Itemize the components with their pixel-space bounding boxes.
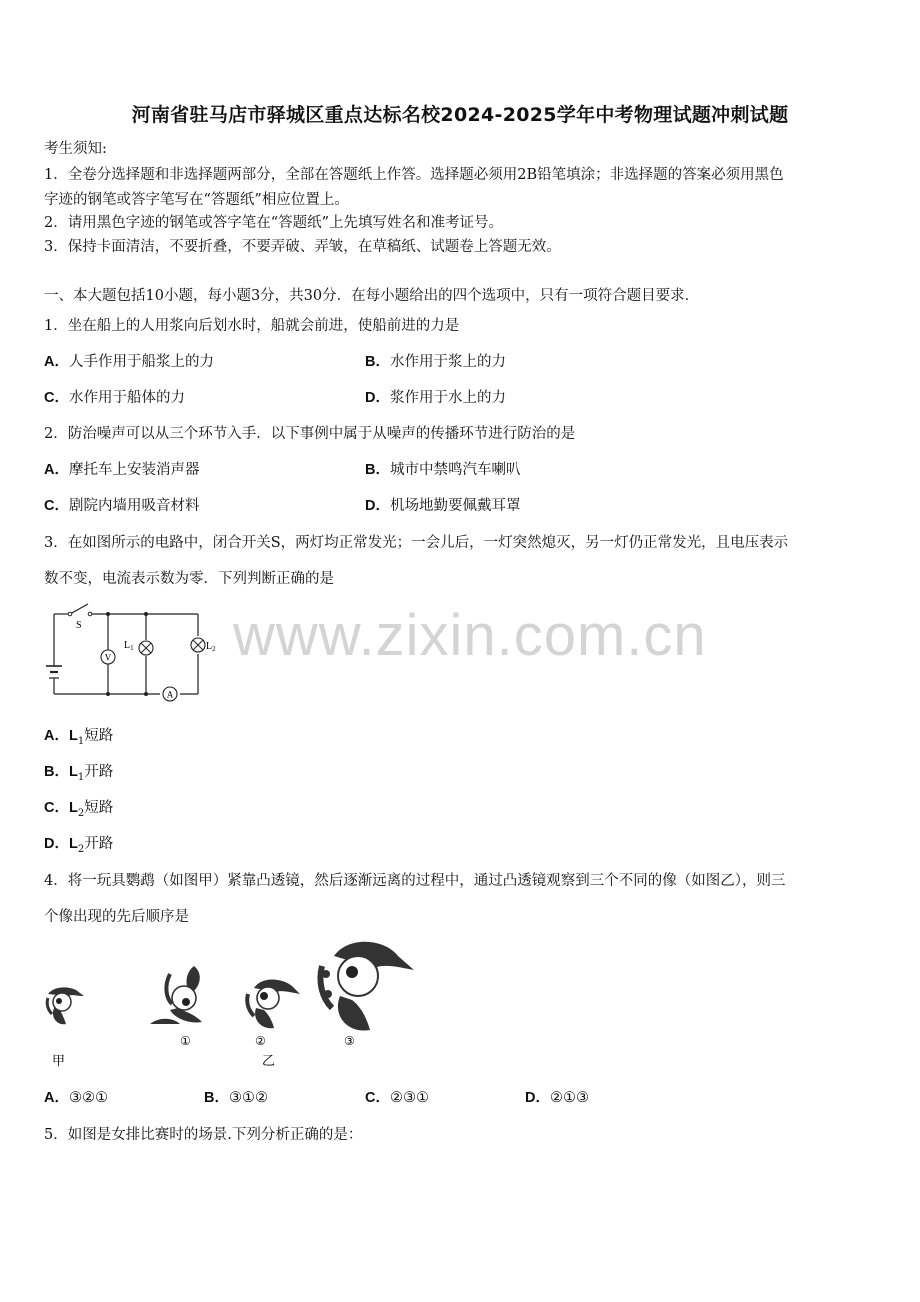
watermark: www.zixin.com.cn (233, 603, 707, 668)
q2-option-c: C．剧院内墙用吸音材料 (44, 498, 200, 514)
svg-text:A: A (166, 689, 174, 700)
question-5-stem: 5．如图是女排比赛时的场景.下列分析正确的是： (44, 1127, 363, 1143)
q3-option-a: A．$L_1$短路 (44, 728, 114, 747)
notice-item: 1．全卷分选择题和非选择题两部分，全部在答题纸上作答。选择题必须用2B铅笔填涂；非选择题的答案必须用黑色 (44, 167, 784, 183)
q4-option-a: A．③②① (44, 1090, 108, 1106)
svg-text:V: V (104, 652, 112, 663)
figure-label-jia: 甲 (52, 1054, 66, 1069)
notice-item: 3．保持卡面清洁，不要折叠，不要弄破、弄皱，在草稿纸、试题卷上答题无效。 (44, 239, 561, 255)
question-2-stem: 2．防治噪声可以从三个环节入手．以下事例中属于从噪声的传播环节进行防治的是 (44, 426, 576, 442)
q3-option-d: D．$L_2$开路 (44, 836, 114, 855)
q1-option-b: B．水作用于浆上的力 (365, 354, 506, 370)
switch-contact (88, 612, 92, 616)
page-title: 河南省驻马店市驿城区重点达标名校2024-2025学年中考物理试题冲刺试题 (131, 104, 789, 126)
notice-heading: 考生须知: (44, 141, 107, 157)
lamp-l2-symbol (191, 638, 205, 652)
question-1-stem: 1．坐在船上的人用浆向后划水时，船就会前进，使船前进的力是 (44, 318, 460, 334)
circuit-diagram (40, 598, 216, 704)
figure-label-3: ③ (344, 1034, 355, 1048)
figure-label-2: ② (255, 1034, 266, 1048)
lamp-l1-symbol (139, 641, 153, 655)
parrot-original-image (47, 987, 84, 1024)
lamp-l1-label: $L_1$ (124, 640, 134, 652)
question-4-stem-line2: 个像出现的先后顺序是 (44, 909, 189, 925)
parrot-images-figure (40, 932, 410, 1072)
q1-option-c: C．水作用于船体的力 (44, 390, 185, 406)
figure-label-yi: 乙 (262, 1054, 276, 1069)
parrot-image-3 (320, 942, 414, 1031)
question-3-stem-line1: 3．在如图所示的电路中，闭合开关S，两灯均正常发光；一会儿后，一灯突然熄灭，另一灯仍正常发光，且电压表示 (44, 535, 789, 551)
figure-label-1: ① (180, 1034, 191, 1048)
question-3-stem-line2: 数不变，电流表示数为零．下列判断正确的是 (44, 571, 334, 587)
switch-contact (68, 612, 72, 616)
q4-option-b: B．③①② (204, 1090, 268, 1106)
q3-option-b: B．$L_1$开路 (44, 764, 114, 783)
q3-option-c: C．$L_2$短路 (44, 800, 114, 819)
q4-option-d: D．②①③ (525, 1090, 589, 1106)
notice-item: 字迹的钢笔或答字笔写在“答题纸”相应位置上。 (44, 192, 349, 208)
q1-option-d: D．浆作用于水上的力 (365, 390, 506, 406)
switch-label: S (76, 620, 82, 631)
parrot-image-2 (247, 980, 300, 1029)
q2-option-d: D．机场地勤要佩戴耳罩 (365, 498, 521, 514)
parrot-image-1 (150, 966, 202, 1024)
section-heading: 一、本大题包括10小题，每小题3分，共30分．在每小题给出的四个选项中，只有一项符合题目要求． (44, 288, 700, 304)
notice-item: 2．请用黑色字迹的钢笔或答字笔在“答题纸”上先填写姓名和准考证号。 (44, 215, 504, 231)
q4-option-c: C．②③① (365, 1090, 429, 1106)
question-4-stem-line1: 4．将一玩具鹦鹉（如图甲）紧靠凸透镜，然后逐渐远离的过程中，通过凸透镜观察到三个不同的像（如图乙），则三 (44, 873, 786, 889)
q2-option-a: A．摩托车上安装消声器 (44, 462, 200, 478)
q1-option-a: A．人手作用于船浆上的力 (44, 354, 214, 370)
q2-option-b: B．城市中禁鸣汽车喇叭 (365, 462, 521, 478)
lamp-l2-label: $L_2$ (206, 641, 216, 653)
